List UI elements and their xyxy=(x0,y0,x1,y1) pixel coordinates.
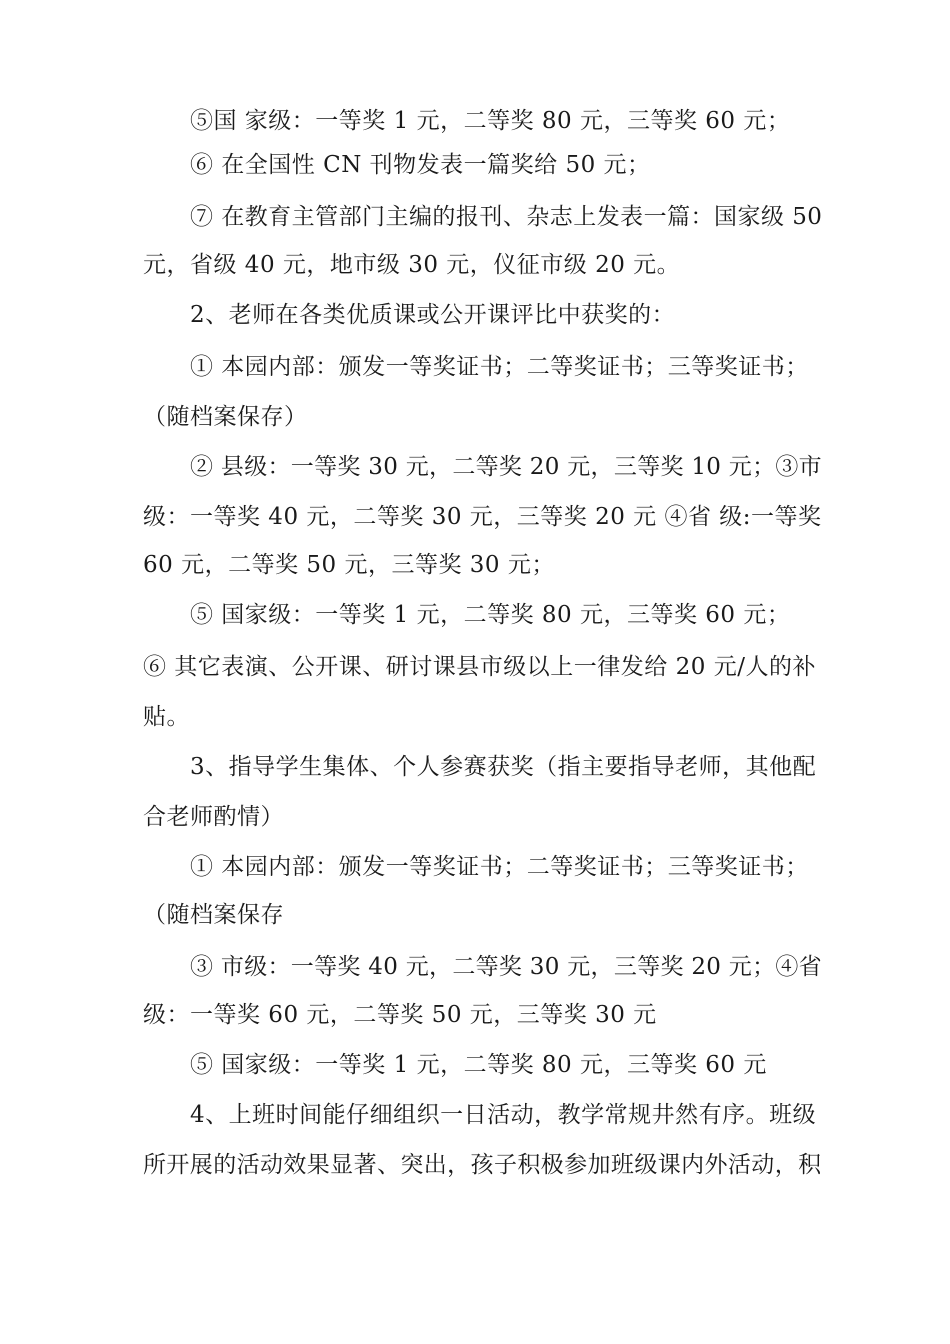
text-line: 4、上班时间能仔细组织一日活动，教学常规井然有序。班级 xyxy=(190,1102,817,1128)
text-line: ① 本园内部：颁发一等奖证书；二等奖证书；三等奖证书； xyxy=(190,854,809,880)
text-line: ⑦ 在教育主管部门主编的报刊、杂志上发表一篇：国家级 50 xyxy=(190,204,823,230)
text-line: ③ 市级：一等奖 40 元，二等奖 30 元，三等奖 20 元；④省 xyxy=(190,954,822,980)
text-line: 贴。 xyxy=(143,704,190,730)
text-line: ② 县级：一等奖 30 元，二等奖 20 元，三等奖 10 元；③市 xyxy=(190,454,822,480)
text-line: 2、老师在各类优质课或公开课评比中获奖的： xyxy=(190,302,676,328)
text-line: ⑤ 国家级：一等奖 1 元，二等奖 80 元，三等奖 60 元； xyxy=(190,602,791,628)
text-line: 合老师酌情） xyxy=(143,804,284,830)
text-line: ① 本园内部：颁发一等奖证书；二等奖证书；三等奖证书； xyxy=(190,354,809,380)
text-line: 60 元，二等奖 50 元，三等奖 30 元； xyxy=(143,552,555,578)
text-line: ⑤国 家级：一等奖 1 元，二等奖 80 元，三等奖 60 元； xyxy=(190,108,791,134)
text-line: （随档案保存 xyxy=(143,902,284,928)
text-line: ⑥ 其它表演、公开课、研讨课县市级以上一律发给 20 元/人的补 xyxy=(143,654,816,680)
text-line: ⑥ 在全国性 CN 刊物发表一篇奖给 50 元； xyxy=(190,152,651,178)
text-line: （随档案保存） xyxy=(143,404,308,430)
text-line: 3、指导学生集体、个人参赛获奖（指主要指导老师，其他配 xyxy=(190,754,817,780)
text-line: 所开展的活动效果显著、突出，孩子积极参加班级课内外活动，积 xyxy=(143,1152,822,1178)
text-line: ⑤ 国家级：一等奖 1 元，二等奖 80 元，三等奖 60 元 xyxy=(190,1052,767,1078)
text-line: 级：一等奖 60 元，二等奖 50 元，三等奖 30 元 xyxy=(143,1002,657,1028)
text-line: 元，省级 40 元，地市级 30 元，仪征市级 20 元。 xyxy=(143,252,681,278)
text-line: 级：一等奖 40 元，二等奖 30 元，三等奖 20 元 ④省 级:一等奖 xyxy=(143,504,822,530)
